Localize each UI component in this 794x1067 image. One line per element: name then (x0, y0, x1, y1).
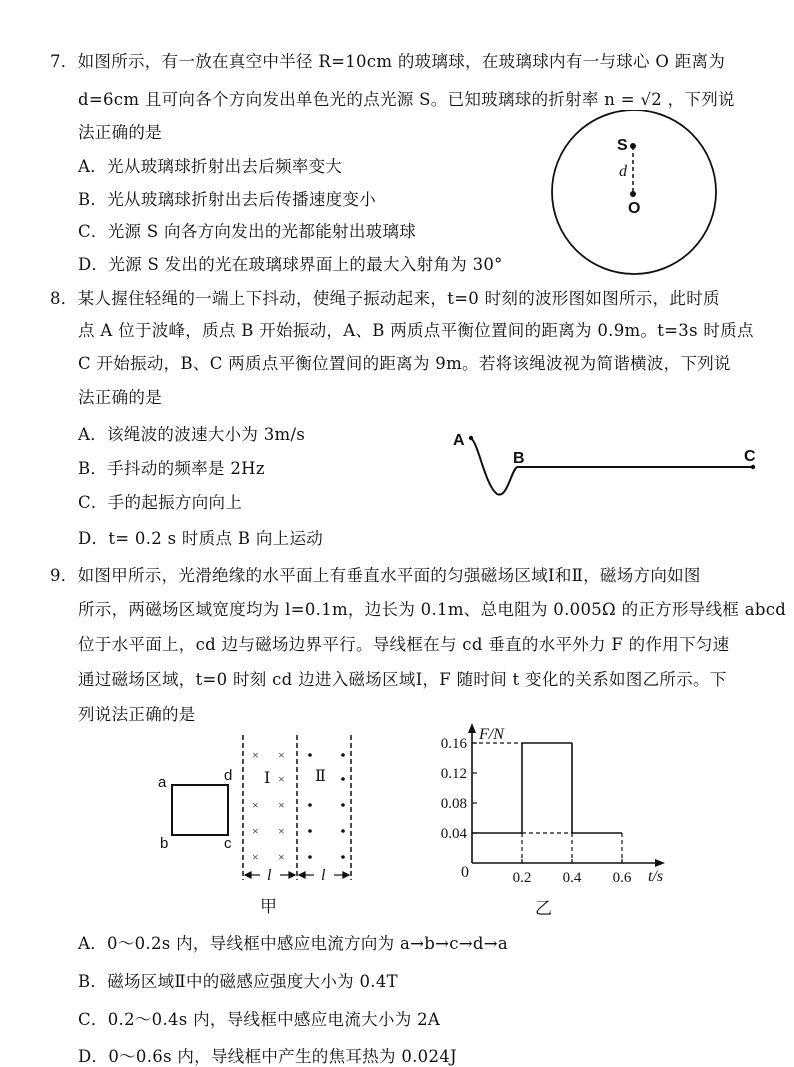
q8-line-2: 点 A 位于波峰，质点 B 开始振动，A、B 两质点平衡位置间的距离为 0.9m。t=3s 时质点 (78, 321, 754, 340)
q7-option-b: B．光从玻璃球折射出去后传播速度变小 (78, 190, 377, 209)
label-a: A (453, 432, 465, 449)
q9-option-a: A．0～0.2s 内，导线框中感应电流方向为 a→b→c→d→a (78, 934, 509, 953)
q7-option-d: D．光源 S 发出的光在玻璃球界面上的最大入射角为 30° (78, 255, 503, 274)
q9-line-3: 位于水平面上，cd 边与磁场边界平行。导线框在与 cd 垂直的水平外力 F 的作用下匀速 (78, 635, 730, 654)
q8-line-4: 法正确的是 (78, 388, 162, 407)
x-axis-label: t/s (648, 868, 664, 885)
label-o: O (628, 200, 641, 217)
x-tick-label-2: 0.6 (612, 870, 632, 886)
y-axis-arrow (468, 723, 476, 733)
wire-frame-abcd (172, 785, 228, 835)
figure-jia-caption: 甲 (260, 897, 277, 916)
region-2-field-out-of-page (308, 753, 345, 859)
svg-text:×: × (278, 850, 285, 864)
svg-text:×: × (252, 798, 259, 812)
corner-d-label: d (224, 767, 233, 784)
q7-line-2: d=6cm 且可向各个方向发出单色光的点光源 S。已知玻璃球的折射率 n = √2 ，下列说 (78, 90, 735, 109)
center-o-dot (630, 191, 636, 197)
q9-figure-jia (150, 735, 370, 920)
svg-text:×: × (278, 824, 285, 838)
y-tick-label-3: 0.16 (440, 736, 467, 752)
y-tick-label-0: 0.04 (440, 826, 467, 842)
q7-option-c: C．光源 S 向各方向发出的光都能射出玻璃球 (78, 222, 417, 241)
q9-line-4: 通过磁场区域，t=0 时刻 cd 边进入磁场区域Ⅰ，F 随时间 t 变化的关系如图乙所示。下 (78, 670, 727, 689)
q8-option-a: A．该绳波的波速大小为 3m/s (78, 425, 306, 444)
y-tick-label-1: 0.08 (440, 796, 467, 812)
q9-option-d: D．0～0.6s 内，导线框中产生的焦耳热为 0.024J (78, 1047, 457, 1066)
q8-line-1: 8．某人握住轻绳的一端上下抖动，使绳子振动起来，t=0 时刻的波形图如图所示，此时质 (50, 289, 720, 308)
label-c: C (744, 448, 756, 465)
svg-text:×: × (252, 850, 259, 864)
y-axis-label: F/N (479, 726, 504, 743)
q7-glass-sphere-figure (528, 110, 750, 280)
svg-text:×: × (278, 798, 285, 812)
corner-c-label: c (224, 835, 232, 852)
label-b: B (513, 450, 525, 467)
point-a-dot (469, 436, 473, 440)
label-d: d (619, 163, 627, 180)
q9-line-5: 列说法正确的是 (78, 705, 196, 724)
width-label-region-1: l (267, 867, 272, 884)
q8-rope-wave-figure (445, 425, 775, 505)
corner-b-label: b (160, 835, 169, 852)
region-1-label: Ⅰ (264, 770, 271, 787)
svg-text:×: × (252, 748, 259, 762)
rope-wave-curve (471, 438, 517, 495)
q7-line-3: 法正确的是 (78, 123, 162, 142)
q9-option-b: B．磁场区域Ⅱ中的磁感应强度大小为 0.4T (78, 972, 398, 991)
q7-line-1: 7．如图所示，有一放在真空中半径 R=10cm 的玻璃球，在玻璃球内有一与球心 O 距离为 (50, 52, 726, 71)
q7-option-a: A．光从玻璃球折射出去后频率变大 (78, 157, 343, 176)
figure-yi-caption: 乙 (535, 899, 552, 918)
y-tick-label-2: 0.12 (440, 766, 467, 782)
x-tick-label-1: 0.4 (562, 870, 582, 886)
q9-line-2: 所示，两磁场区域宽度均为 l=0.1m，边长为 0.1m、总电阻为 0.005Ω 的正方形导线框 abcd (78, 600, 787, 619)
region-1-field-into-page (252, 748, 285, 864)
x-tick-label-0: 0.2 (512, 870, 532, 886)
q9-line-1: 9．如图甲所示，光滑绝缘的水平面上有垂直水平面的匀强磁场区域Ⅰ和Ⅱ，磁场方向如图 (50, 566, 701, 585)
x-axis-arrow (655, 859, 665, 867)
svg-text:×: × (252, 824, 259, 838)
origin-label: 0 (461, 864, 469, 881)
q8-option-c: C．手的起振方向向上 (78, 493, 243, 512)
point-source-s-dot (630, 143, 636, 149)
label-s: S (617, 137, 628, 154)
svg-text:×: × (278, 748, 285, 762)
q9-option-c: C．0.2～0.4s 内，导线框中感应电流大小为 2A (78, 1010, 441, 1029)
region-2-label: Ⅱ (315, 768, 326, 785)
corner-a-label: a (158, 774, 167, 791)
q8-line-3: C 开始振动，B、C 两质点平衡位置间的距离为 9m。若将该绳波视为简谐横波，下列说 (78, 354, 731, 373)
svg-text:×: × (278, 772, 285, 786)
q8-option-b: B．手抖动的频率是 2Hz (78, 459, 265, 478)
point-c-dot (751, 465, 755, 469)
width-label-region-2: l (321, 867, 326, 884)
q9-figure-yi-chart (425, 717, 675, 922)
q8-option-d: D．t= 0.2 s 时质点 B 向上运动 (78, 529, 324, 548)
